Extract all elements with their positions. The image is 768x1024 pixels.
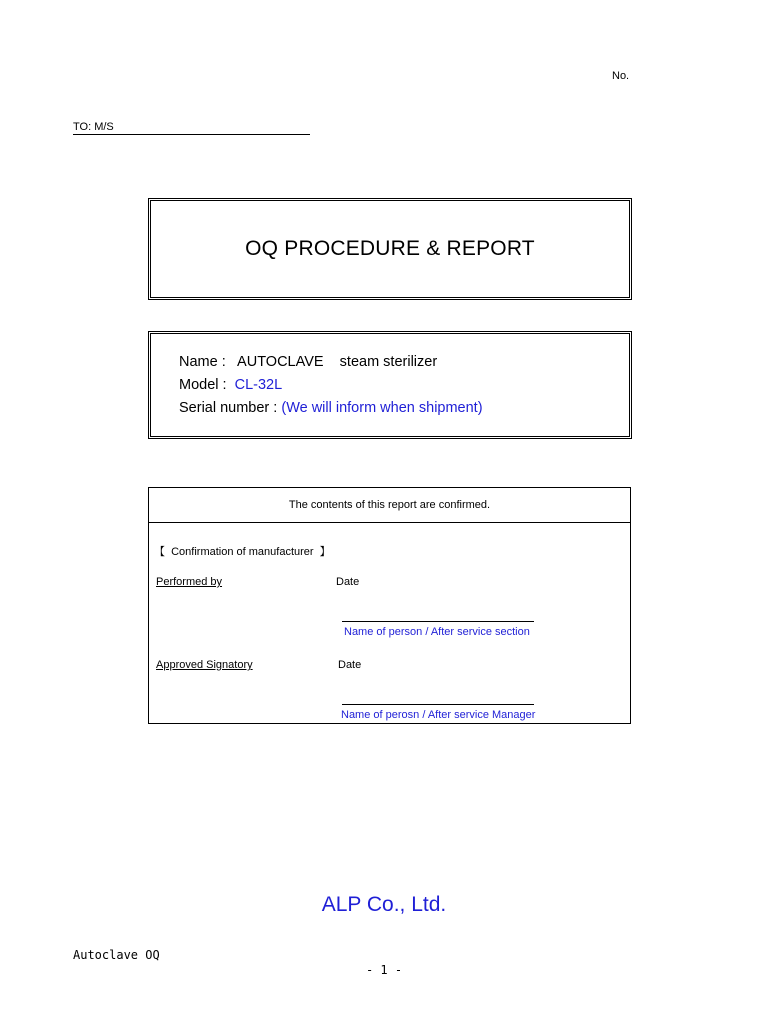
- product-name-extra: steam sterilizer: [339, 354, 438, 370]
- company-name: ALP Co., Ltd.: [321, 893, 447, 916]
- footer-document-name: Autoclave OQ: [73, 948, 160, 962]
- approved-signature-line: [342, 704, 534, 705]
- product-model-value: CL-32L: [234, 377, 283, 393]
- confirmation-section-title: 【 Confirmation of manufacturer 】: [154, 546, 331, 558]
- product-name-value: AUTOCLAVE: [237, 354, 324, 370]
- product-info-box: [148, 331, 632, 439]
- confirmation-box: [148, 487, 631, 724]
- recipient-label: TO: M/S: [73, 121, 114, 133]
- recipient-field: [73, 121, 310, 135]
- performed-by-label: Performed by: [156, 576, 223, 588]
- product-name-row: [179, 354, 437, 370]
- product-serial-value: (We will inform when shipment): [281, 400, 483, 416]
- approved-caption: Name of perosn / After service Manager: [341, 709, 536, 721]
- document-number-label: No.: [612, 70, 630, 82]
- product-serial-label: Serial number :: [179, 400, 278, 416]
- page-number: - 1 -: [365, 963, 403, 977]
- product-model-row: [179, 377, 282, 393]
- document-title: OQ PROCEDURE & REPORT: [245, 237, 535, 260]
- title-box: [148, 198, 632, 300]
- performed-date-label: Date: [336, 576, 360, 588]
- performed-caption: Name of person / After service section: [344, 626, 530, 638]
- confirmation-header: The contents of this report are confirmed.: [149, 488, 630, 523]
- product-serial-row: [179, 400, 483, 416]
- approved-signatory-label: Approved Signatory: [156, 659, 253, 671]
- approved-date-label: Date: [338, 659, 362, 671]
- product-model-label: Model :: [179, 377, 227, 393]
- performed-signature-line: [342, 621, 534, 622]
- product-name-label: Name :: [179, 354, 226, 370]
